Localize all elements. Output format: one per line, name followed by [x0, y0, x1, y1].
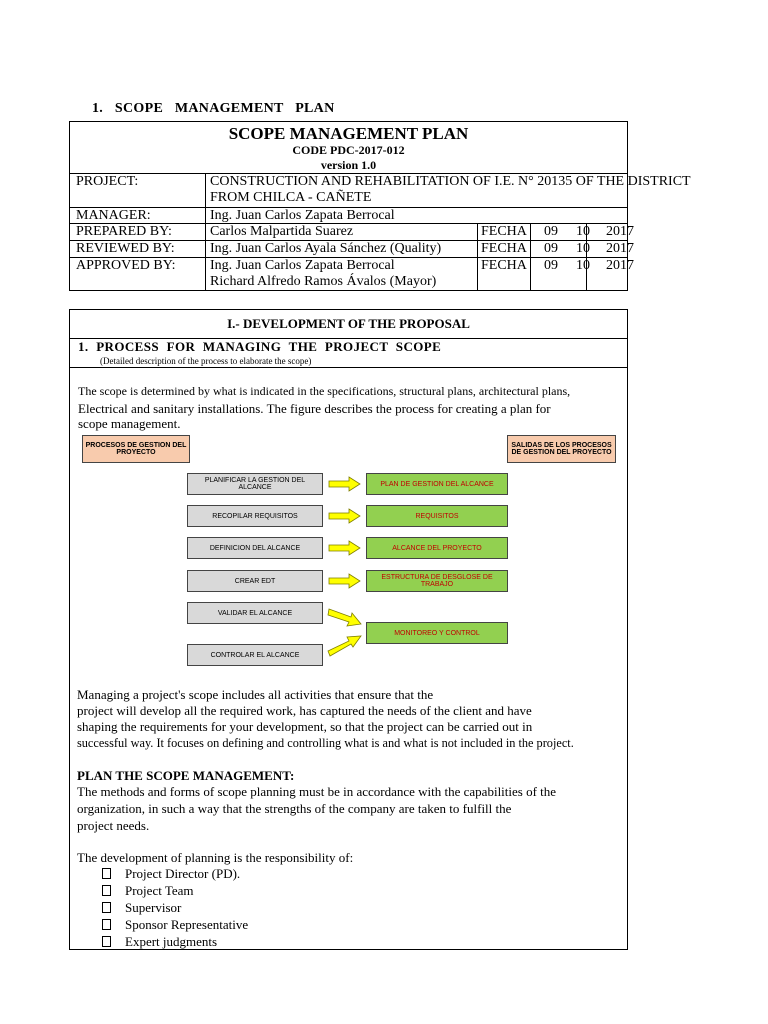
body-line: The methods and forms of scope planning must be in accordance with the capabilities of the: [77, 784, 557, 799]
manager-value: Ing. Juan Carlos Zapata Berrocal: [210, 208, 395, 223]
intro-line: scope management.: [78, 416, 181, 431]
checkbox-icon: [102, 902, 111, 913]
body-line: project needs.: [77, 818, 150, 833]
list-item: [102, 899, 181, 916]
reviewed-name: Ing. Juan Carlos Ayala Sánchez (Quality): [210, 241, 442, 256]
process-box: VALIDAR EL ALCANCE: [187, 602, 323, 624]
arrow-icon: [329, 574, 360, 588]
output-box: ALCANCE DEL PROYECTO: [366, 537, 508, 559]
process-subtitle: 1. PROCESS FOR MANAGING THE PROJECT SCOPE: [78, 339, 442, 354]
date-month: 10: [576, 224, 590, 239]
approved-name-2: Richard Alfredo Ramos Ávalos (Mayor): [210, 274, 437, 289]
section-heading: 1. SCOPE MANAGEMENT PLAN: [92, 101, 335, 116]
arrow-icon: [329, 541, 360, 555]
diagram-arrows: [327, 476, 363, 666]
divider: [205, 173, 206, 291]
section-title: I.- DEVELOPMENT OF THE PROPOSAL: [227, 316, 470, 331]
prepared-label: PREPARED BY:: [76, 224, 172, 239]
output-box: ESTRUCTURA DE DESGLOSE DE TRABAJO: [366, 570, 508, 592]
date-month: 10: [576, 258, 590, 273]
date-month: 10: [576, 241, 590, 256]
reviewed-label: REVIEWED BY:: [76, 241, 175, 256]
arrow-icon: [328, 636, 361, 656]
project-value: CONSTRUCTION AND REHABILITATION OF I.E. N° 20135 OF THE DISTRICT: [210, 174, 691, 189]
date-year: 2017: [606, 224, 634, 239]
arrow-icon: [329, 509, 360, 523]
list-item: [102, 882, 194, 899]
header-table: [69, 121, 691, 291]
document-code: CODE PDC-2017-012: [292, 143, 405, 157]
document-title: SCOPE MANAGEMENT PLAN: [228, 124, 469, 143]
checkbox-icon: [102, 919, 111, 930]
document-version: version 1.0: [320, 158, 377, 172]
process-box: DEFINICION DEL ALCANCE: [187, 537, 323, 559]
output-box: MONITOREO Y CONTROL: [366, 622, 508, 644]
process-note: (Detailed description of the process to elaborate the scope): [100, 356, 312, 366]
process-box: CREAR EDT: [187, 570, 323, 592]
prepared-name: Carlos Malpartida Suarez: [210, 224, 354, 239]
list-item-label: Project Team: [125, 883, 194, 898]
approved-label: APPROVED BY:: [76, 258, 176, 273]
diagram-right-header: SALIDAS DE LOS PROCESOS DE GESTION DEL PROYECTO: [507, 435, 616, 463]
process-box: RECOPILAR REQUISITOS: [187, 505, 323, 527]
output-box: REQUISITOS: [366, 505, 508, 527]
list-item-label: Project Director (PD).: [125, 866, 241, 881]
approved-name: Ing. Juan Carlos Zapata Berrocal: [210, 258, 395, 273]
divider: [477, 223, 478, 290]
process-box: PLANIFICAR LA GESTION DEL ALCANCE: [187, 473, 323, 495]
list-item: [102, 865, 240, 882]
divider: [530, 223, 531, 290]
date-year: 2017: [606, 258, 634, 273]
fecha-label: FECHA: [481, 241, 527, 256]
checkbox-icon: [102, 936, 111, 947]
diagram-left-header: PROCESOS DE GESTION DEL PROYECTO: [82, 435, 190, 463]
list-item-label: Supervisor: [125, 900, 182, 915]
list-item: [102, 933, 217, 950]
project-value-cont: FROM CHILCA - CAÑETE: [210, 190, 372, 205]
date-day: 09: [544, 224, 558, 239]
responsibility-intro: The development of planning is the responsibility of:: [77, 850, 354, 865]
divider: [70, 367, 627, 368]
arrow-icon: [328, 609, 361, 626]
manager-label: MANAGER:: [76, 208, 151, 223]
list-item: [102, 916, 248, 933]
body-line: successful way. It focuses on defining and controlling what is and what is not included in the project.: [77, 736, 574, 750]
list-item-label: Expert judgments: [125, 934, 218, 949]
output-box: PLAN DE GESTION DEL ALCANCE: [366, 473, 508, 495]
body-line: organization, in such a way that the strengths of the company are taken to fulfill the: [77, 801, 512, 816]
date-day: 09: [544, 258, 558, 273]
body-line: shaping the requirements for your development, so that the project can be carried out in: [77, 719, 533, 734]
date-year: 2017: [606, 241, 634, 256]
fecha-label: FECHA: [481, 224, 527, 239]
process-box: CONTROLAR EL ALCANCE: [187, 644, 323, 666]
project-label: PROJECT:: [76, 174, 139, 189]
checkbox-icon: [102, 868, 111, 879]
body-line: project will develop all the required work, has captured the needs of the client and have: [77, 703, 532, 718]
intro-line: The scope is determined by what is indicated in the specifications, structural plans, architectural plans,: [78, 384, 571, 398]
date-day: 09: [544, 241, 558, 256]
body-line: Managing a project's scope includes all activities that ensure that the: [77, 687, 434, 702]
list-item-label: Sponsor Representative: [125, 917, 249, 932]
checkbox-icon: [102, 885, 111, 896]
plan-heading: PLAN THE SCOPE MANAGEMENT:: [77, 768, 295, 783]
arrow-icon: [329, 477, 360, 491]
fecha-label: FECHA: [481, 258, 527, 273]
intro-line: Electrical and sanitary installations. The figure describes the process for creating a plan for: [78, 401, 551, 416]
